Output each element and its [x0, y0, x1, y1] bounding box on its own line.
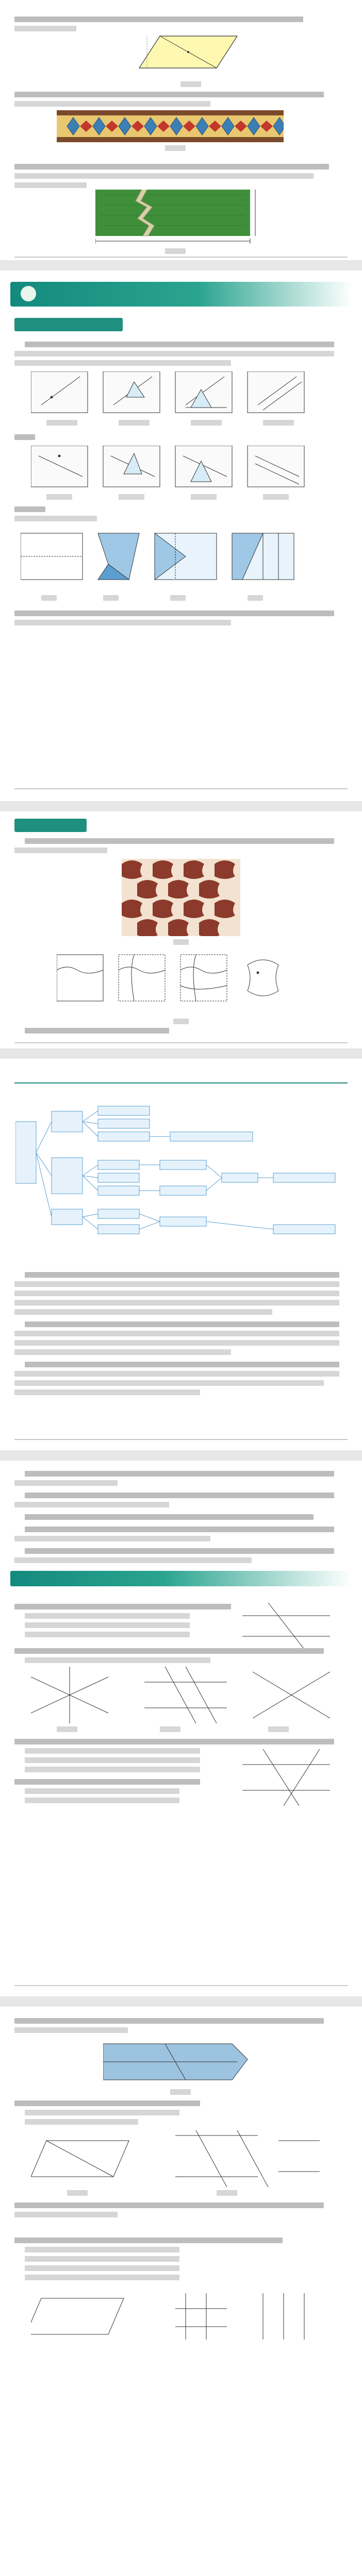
construction-diagrams-row-1: [31, 371, 320, 423]
exercise-line: [25, 2265, 179, 2271]
paragraph-line: [14, 1557, 252, 1563]
paragraph-line: [25, 838, 334, 844]
exercise-line: [25, 1632, 190, 1637]
figure-caption: [173, 939, 189, 945]
subheading: [14, 434, 35, 440]
paragraph-line: [14, 611, 334, 616]
diagram-caption: [119, 494, 144, 500]
paragraph-line: [14, 1331, 339, 1336]
banner-icon: [21, 286, 36, 301]
paragraph-line: [14, 360, 231, 366]
paragraph-line: [25, 1548, 334, 1554]
exercise-line: [25, 2256, 179, 2262]
figure-caption: [165, 248, 186, 254]
subheading: [14, 506, 45, 512]
footer-rule: [14, 1042, 348, 1043]
diagram-caption: [263, 420, 294, 426]
diagram-caption: [191, 420, 222, 426]
exercise-line: [14, 1648, 324, 1654]
question-line: [14, 101, 210, 107]
exercise-line: [25, 1767, 200, 1772]
summary-title-rule: [14, 1082, 348, 1083]
exercise-line: [25, 1657, 210, 1663]
math-activity-banner: [10, 282, 352, 307]
exercise-line: [14, 2027, 128, 2033]
figure-caption: [217, 2190, 237, 2196]
page-footer: [15, 791, 19, 797]
paragraph-line: [25, 1028, 169, 1033]
exercise-figures-row-2: [31, 1667, 330, 1723]
exercise-line: [25, 2275, 179, 2280]
paragraph-line: [14, 1309, 272, 1315]
exercise-line: [14, 2018, 324, 2024]
page-gap: [0, 801, 362, 811]
page-footer: [278, 250, 282, 257]
diagram-caption: [46, 494, 72, 500]
paper-folding-diagrams: [21, 528, 340, 590]
exercise-line: [25, 2110, 179, 2115]
exercise-figure-parallel-bars: [31, 2288, 330, 2345]
exercise-line: [14, 1739, 334, 1744]
exercise-figure-angles-1: [242, 1603, 330, 1649]
exercise-line: [14, 2202, 324, 2208]
page-34: [0, 1059, 362, 1450]
parallelogram-figure: [134, 32, 248, 78]
exercise-line: [25, 2119, 138, 2125]
figure-caption: [170, 2089, 191, 2095]
footer-rule: [14, 257, 348, 258]
question-line: [14, 26, 76, 31]
exercise-figures-parallelograms: [31, 2130, 320, 2187]
page-31: [0, 0, 362, 260]
figure-caption: [67, 2190, 88, 2196]
paragraph-line: [14, 1349, 231, 1355]
page-33: [0, 811, 362, 1048]
exercise-figure-strip: [103, 2039, 258, 2085]
diagram-caption: [103, 595, 119, 601]
paragraph-line: [14, 1480, 118, 1486]
exercise-line: [14, 2100, 200, 2106]
exercise-line: [25, 2247, 179, 2252]
paragraph-line: [14, 620, 231, 625]
exercise-line: [25, 1748, 200, 1754]
page-footer: [15, 1441, 19, 1447]
exercise-line: [25, 1757, 200, 1763]
paragraph-line: [25, 1514, 314, 1520]
paragraph-line: [14, 1536, 210, 1541]
paragraph-line: [25, 342, 334, 347]
activity-1-tag: [14, 318, 123, 331]
question-line: [14, 173, 314, 179]
question-line: [14, 16, 303, 22]
question-line: [14, 164, 329, 170]
question-line: [14, 92, 324, 97]
figure-caption: [57, 1726, 77, 1732]
page-36: [0, 2007, 362, 2576]
exercise-line: [25, 1622, 190, 1628]
paragraph-line: [25, 1527, 334, 1532]
paragraph-line: [14, 351, 334, 357]
diamond-pattern-band: [57, 110, 284, 142]
diagram-caption: [46, 420, 77, 426]
activity-2-tag: [14, 819, 87, 832]
figure-caption: [165, 145, 186, 151]
paragraph-line: [25, 1471, 334, 1477]
paragraph-line: [14, 1389, 200, 1395]
diagram-caption: [191, 494, 217, 500]
footer-rule: [14, 1985, 348, 1986]
paragraph-line: [25, 1272, 339, 1278]
figure-caption: [173, 1019, 189, 1024]
paragraph-line: [25, 1493, 334, 1498]
exercise-line: [14, 1604, 231, 1609]
diagram-caption: [263, 494, 289, 500]
paragraph-line: [14, 1340, 339, 1346]
tessellation-construction-steps: [57, 950, 304, 1016]
paragraph-line: [25, 1362, 339, 1367]
paragraph-line: [14, 1291, 339, 1296]
paragraph-line: [14, 848, 107, 853]
tessellation-image: [122, 859, 240, 936]
paragraph-line: [14, 1300, 339, 1306]
diagram-caption: [119, 420, 150, 426]
construction-diagrams-row-2: [31, 446, 320, 497]
figure-caption: [268, 1726, 289, 1732]
page-gap: [0, 1450, 362, 1461]
question-line: [14, 182, 87, 188]
paragraph-line: [25, 1321, 339, 1327]
paragraph-line: [14, 1380, 324, 1386]
grass-field-road-figure: [95, 190, 260, 246]
diagram-caption: [170, 595, 186, 601]
page-footer: [278, 1036, 282, 1042]
diagram-caption: [41, 595, 57, 601]
page-32: [0, 270, 362, 801]
exercise-line: [14, 2238, 283, 2243]
paragraph-line: [14, 1371, 339, 1377]
exercise-line: [25, 1788, 179, 1794]
page-gap: [0, 260, 362, 270]
exercise-line: [25, 1613, 190, 1619]
page-gap: [0, 1996, 362, 2007]
paragraph-line: [14, 1281, 339, 1287]
diagram-caption: [248, 595, 263, 601]
exercise-line: [14, 1779, 200, 1785]
review-banner: [10, 1571, 352, 1586]
exercise-line: [25, 1798, 179, 1803]
figure-caption: [160, 1726, 180, 1732]
figure-caption: [180, 81, 201, 87]
footer-rule: [14, 1439, 348, 1440]
page-gap: [0, 1048, 362, 1059]
paragraph-line: [14, 1502, 169, 1507]
exercise-line: [14, 2212, 118, 2217]
paragraph-line: [14, 516, 97, 521]
page-35: [0, 1461, 362, 1996]
page-footer: [278, 1979, 282, 1985]
knowledge-structure-chart: [15, 1101, 345, 1250]
exercise-figure-angles-2: [242, 1749, 330, 1806]
footer-rule: [14, 788, 348, 789]
